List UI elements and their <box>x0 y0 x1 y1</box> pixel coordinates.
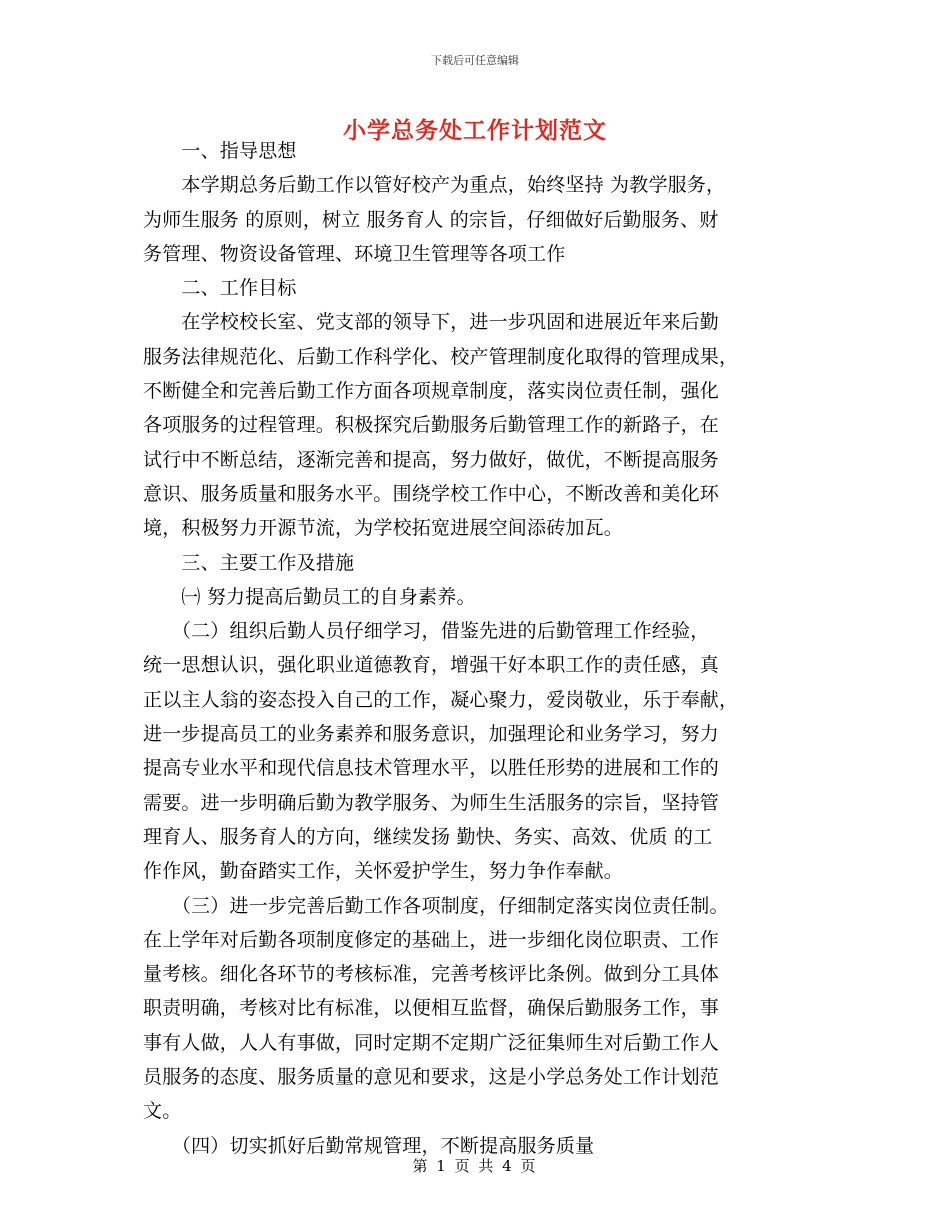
body-line: 不断健全和完善后勤工作方面各项规章制度，落实岗位责任制，强化 <box>143 380 720 403</box>
body-line: 境，积极努力开源节流，为学校拓宽进展空间添砖加瓦。 <box>143 517 624 540</box>
page-header-note: 下载后可任意编辑 <box>431 54 519 67</box>
body-line: 员服务的态度、服务质量的意见和要求，这是小学总务处工作计划范 <box>143 1066 720 1089</box>
body-line: 统一思想认识，强化职业道德教育，增强干好本职工作的责任感，真 <box>143 654 720 677</box>
body-line: 试行中不断总结，逐渐完善和提高，努力做好，做优，不断提高服务 <box>143 448 720 471</box>
body-line: 量考核。细化各环节的考核标准，完善考核评比条例。做到分工具体 <box>143 963 720 986</box>
body-line: 二、工作目标 <box>143 277 297 300</box>
body-line: 在上学年对后勤各项制度修定的基础上，进一步细化岗位职责、工作 <box>143 928 720 951</box>
body-line: 需要。进一步明确后勤为教学服务、为师生生活服务的宗旨，坚持管 <box>143 791 720 814</box>
body-line: 文。 <box>143 1100 182 1123</box>
body-line: 正以主人翁的姿态投入自己的工作，凝心聚力，爱岗敬业，乐于奉献， <box>143 688 739 711</box>
body-line: ㈠ 努力提高后勤员工的自身素养。 <box>143 585 476 608</box>
body-line: （二）组织后勤人员仔细学习，借鉴先进的后勤管理工作经验， <box>143 620 710 643</box>
document-body <box>143 134 808 1163</box>
body-line: 为师生服务 的原则，树立 服务育人 的宗旨，仔细做好后勤服务、财 <box>143 208 719 231</box>
body-line: 三、主要工作及措施 <box>143 551 355 574</box>
body-line: 服务法律规范化、后勤工作科学化、校产管理制度化取得的管理成果， <box>143 345 739 368</box>
body-line: 职责明确，考核对比有标准，以便相互监督，确保后勤服务工作，事 <box>143 997 720 1020</box>
body-line: 在学校校长室、党支部的领导下，进一步巩固和进展近年来后勤 <box>143 311 720 334</box>
document-title: 小学总务处工作计划范文 <box>343 117 607 144</box>
body-line: 各项服务的过程管理。积极探究后勤服务后勤管理工作的新路子，在 <box>143 414 720 437</box>
body-line: 本学期总务后勤工作以管好校产为重点，始终坚持 为教学服务， <box>143 174 726 197</box>
body-line: 事有人做，人人有事做，同时定期不定期广泛征集师生对后勤工作人 <box>143 1031 720 1054</box>
body-line: 提高专业水平和现代信息技术管理水平，以胜任形势的进展和工作的 <box>143 757 720 780</box>
body-line: 作作风，勤奋踏实工作，关怀爱护学生，努力争作奉献。 <box>143 860 624 883</box>
body-line: 一、指导思想 <box>143 140 297 162</box>
body-line: 理育人、服务育人的方向，继续发扬 勤快、务实、高效、优质 的工 <box>143 825 713 848</box>
body-line: 进一步提高员工的业务素养和服务意识，加强理论和业务学习，努力 <box>143 723 720 746</box>
page-footer-number: 第 1 页 共 4 页 <box>412 1157 538 1175</box>
body-line: 意识、服务质量和服务水平。围绕学校工作中心，不断改善和美化环 <box>143 482 720 505</box>
body-line: （三）进一步完善后勤工作各项制度，仔细制定落实岗位责任制。 <box>143 894 729 917</box>
body-line: （四）切实抓好后勤常规管理，不断提高服务质量 <box>143 1134 595 1157</box>
body-line: 务管理、物资设备管理、环境卫生管理等各项工作 <box>143 242 566 265</box>
